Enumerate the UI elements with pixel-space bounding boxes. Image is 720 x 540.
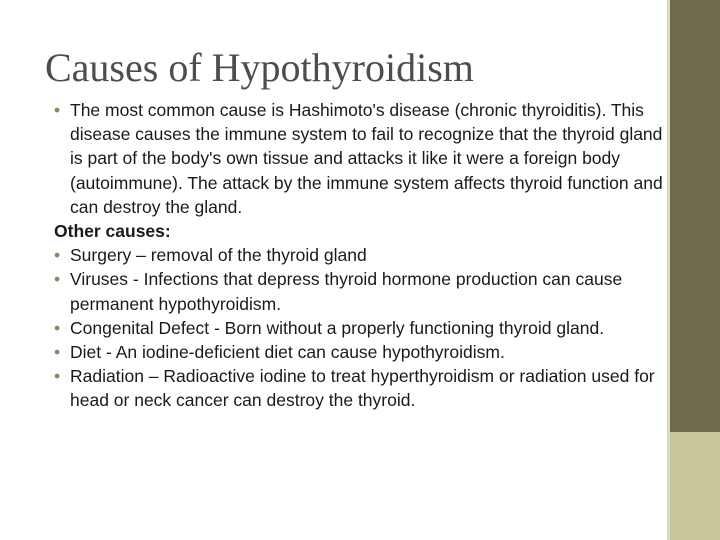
intro-list [54,98,664,219]
bullet-text: Radiation – Radioactive iodine to treat hyperthyroidism or radiation used for head or neck cancer can destroy the thyroid. [70,366,655,411]
bullet-item [54,316,664,340]
bullet-icon: • [54,342,61,363]
bullet-text: Viruses - Infections that depress thyroid hormone production can cause permanent hypothyroidism. [70,269,623,314]
bullet-text: Congenital Defect - Born without a properly functioning thyroid gland. [70,317,605,338]
bullet-icon: • [54,100,61,120]
bullet-item [54,243,664,267]
slide-title: Causes of Hypothyroidism [45,45,474,90]
bullet-text: Surgery – removal of the thyroid gland [70,245,367,266]
bullet-item [54,267,664,315]
decorative-dark-bar [670,0,720,432]
bullet-text: The most common cause is Hashimoto's disease (chronic thyroiditis). This disease causes the immune system to fail to recognize that the thyroid gland is part of the body's own tissue and attacks it like it were a foreign body (autoimmune). The attack by the immune system affects thyroid function and can destroy the gland. [70,100,663,217]
bullet-text: Diet - An iodine-deficient diet can cause hypothyroidism. [70,342,505,363]
slide-content [54,98,664,413]
bullet-item [54,340,664,364]
bullet-icon: • [54,317,61,338]
bullet-icon: • [54,269,61,290]
bullet-icon: • [54,366,61,387]
bullet-item [54,364,664,412]
decorative-light-bar [670,432,720,540]
other-causes-list [54,243,664,412]
other-causes-heading: Other causes: [54,221,171,242]
bullet-icon: • [54,245,61,266]
bullet-item [54,98,664,219]
